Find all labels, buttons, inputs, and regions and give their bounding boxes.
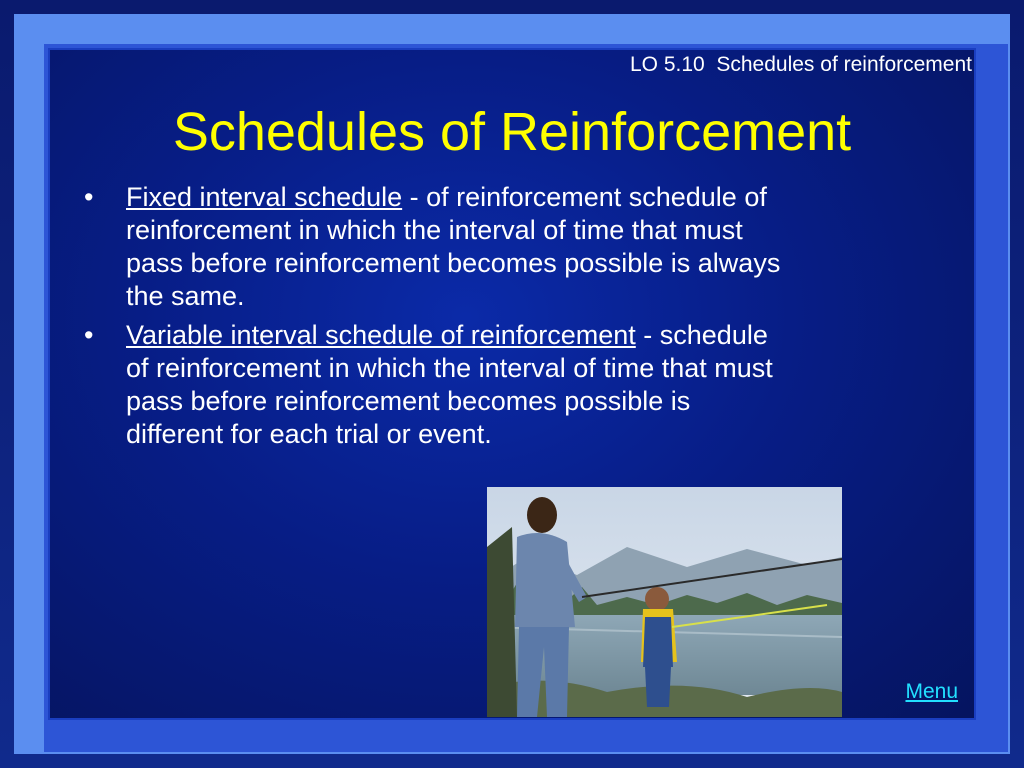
menu-link[interactable]: Menu (905, 680, 958, 703)
bullet-mark: • (84, 320, 94, 350)
fishing-photo (487, 487, 842, 717)
bullet-text: - schedule of reinforcement in which the interval of time that must pass before reinforcement becomes possible is different for each trial or event. (126, 320, 773, 449)
bullet-item (84, 319, 784, 451)
bullet-term: Fixed interval schedule (126, 182, 403, 212)
fishing-photo-icon (487, 487, 842, 717)
bullet-list (84, 181, 784, 457)
bullet-term: Variable interval schedule of reinforcement (126, 320, 636, 350)
bullet-item (84, 181, 784, 313)
lo-header: LO 5.10 Schedules of reinforcement (629, 53, 972, 76)
slide-title: Schedules of Reinforcement (172, 102, 852, 162)
slide-content (48, 48, 976, 720)
bullet-mark: • (84, 182, 94, 212)
bullet-text: - of reinforcement schedule of reinforcement in which the interval of time that must pass before reinforcement becomes possible is always the same. (126, 182, 781, 311)
